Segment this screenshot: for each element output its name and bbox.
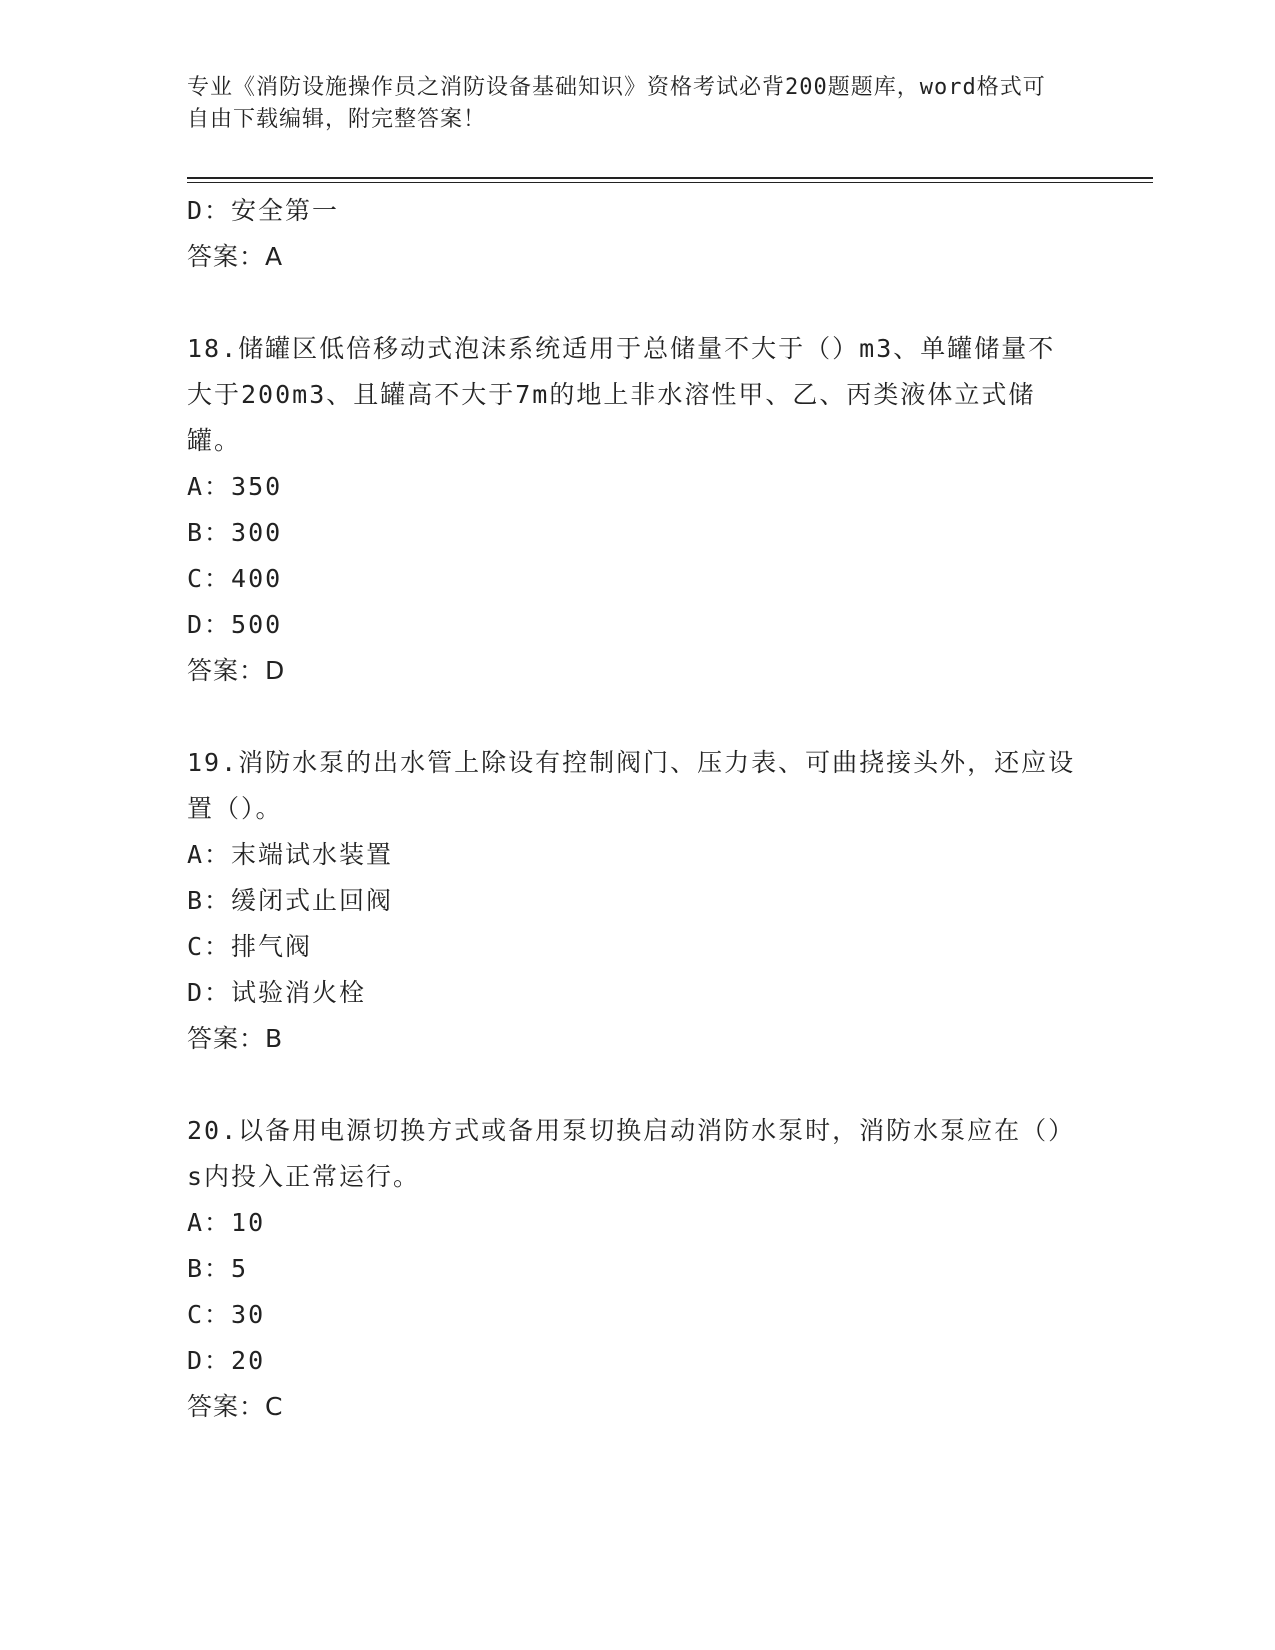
header-divider-thin (187, 182, 1153, 183)
option-c: C：400 (187, 564, 283, 593)
question-18 (187, 326, 1077, 694)
question-text: 20.以备用电源切换方式或备用泵切换启动消防水泵时，消防水泵应在（）s内投入正常运行。 (187, 1116, 1076, 1191)
answer: 答案：D (187, 656, 286, 685)
document-body (187, 188, 1077, 1430)
header-divider-thick (187, 177, 1153, 179)
option-c: C：排气阀 (187, 932, 313, 961)
option-c: C：30 (187, 1300, 266, 1329)
option-b: B：300 (187, 518, 283, 547)
option-b: B：5 (187, 1254, 249, 1283)
option-b: B：缓闭式止回阀 (187, 886, 394, 915)
question-19 (187, 740, 1077, 1062)
answer: 答案：C (187, 1392, 284, 1421)
prev-answer: 答案：A (187, 242, 284, 271)
question-20 (187, 1108, 1077, 1430)
option-a: A：350 (187, 472, 283, 501)
answer: 答案：B (187, 1024, 284, 1053)
option-d: D：500 (187, 610, 283, 639)
prev-option-d: D：安全第一 (187, 196, 340, 225)
spacer (187, 1062, 1077, 1108)
spacer (187, 280, 1077, 326)
document-header: 专业《消防设施操作员之消防设备基础知识》资格考试必背200题题库，word格式可自由下载编辑，附完整答案！ (187, 75, 1046, 132)
option-a: A：10 (187, 1208, 266, 1237)
question-text: 19.消防水泵的出水管上除设有控制阀门、压力表、可曲挠接头外，还应设置（）。 (187, 748, 1076, 823)
option-a: A：末端试水装置 (187, 840, 394, 869)
spacer (187, 694, 1077, 740)
question-text: 18.储罐区低倍移动式泡沫系统适用于总储量不大于（）m3、单罐储量不大于200m3、且罐高不大于7m的地上非水溶性甲、乙、丙类液体立式储罐。 (187, 334, 1056, 455)
option-d: D：试验消火栓 (187, 978, 367, 1007)
option-d: D：20 (187, 1346, 266, 1375)
